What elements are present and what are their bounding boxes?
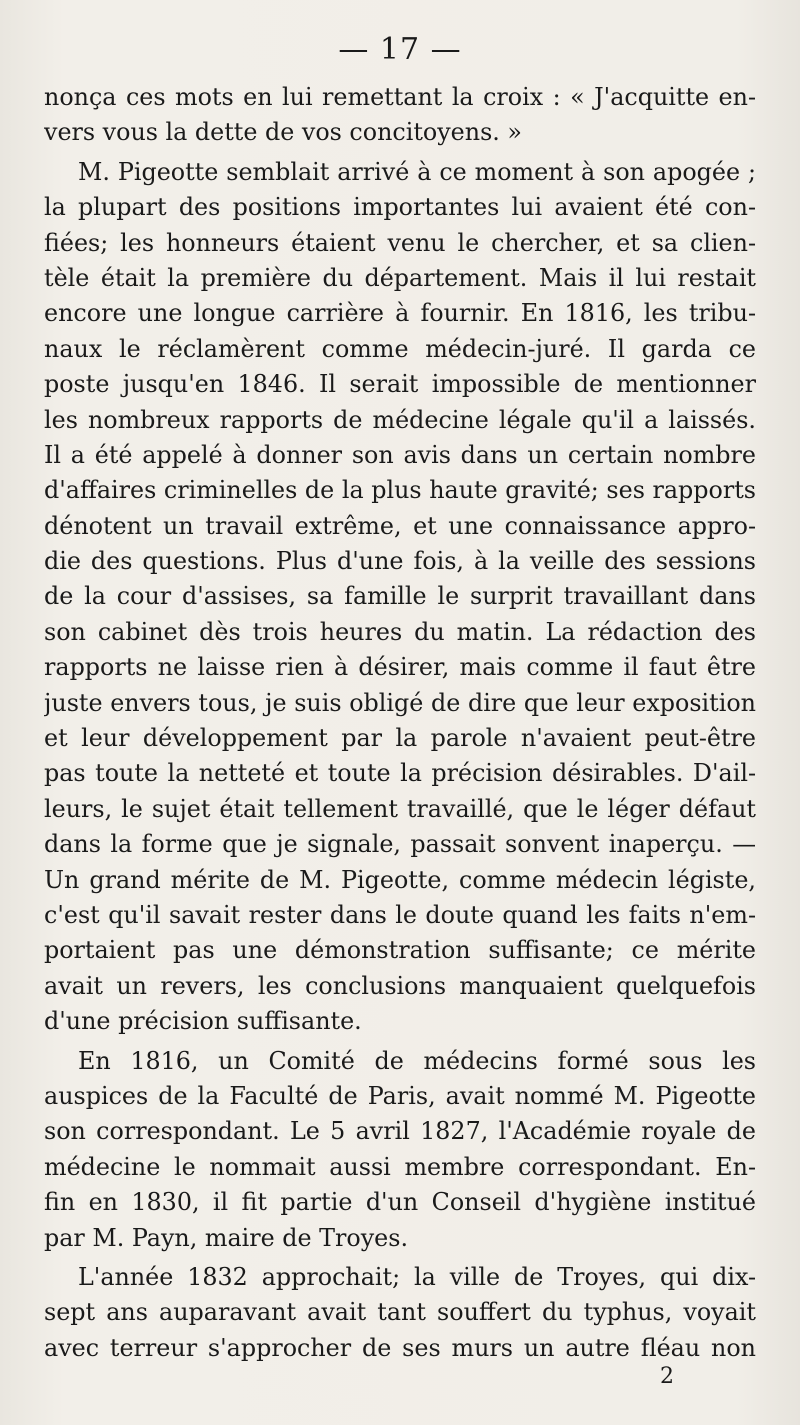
text-line: tèle était la première du département. Mais il lui restait	[44, 263, 756, 292]
text-line: dénotent un travail extrême, et une connaissance appro-	[44, 511, 756, 540]
text-line: M. Pigeotte semblait arrivé à ce moment à son apogée ;	[78, 157, 756, 186]
text-line: vers vous la dette de vos concitoyens. »	[44, 118, 522, 147]
text-line: Il a été appelé à donner son avis dans un certain nombre	[44, 440, 756, 469]
text-line: son correspondant. Le 5 avril 1827, l'Académie royale de	[44, 1117, 756, 1146]
text-line: c'est qu'il savait rester dans le doute quand les faits n'em-	[44, 900, 756, 929]
text-line: Un grand mérite de M. Pigeotte, comme médecin légiste,	[44, 865, 756, 894]
text-line: fiées; les honneurs étaient venu le chercher, et sa clien-	[44, 228, 756, 257]
text-line: médecine le nommait aussi membre correspondant. En-	[44, 1152, 756, 1181]
text-line: En 1816, un Comité de médecins formé sous les	[78, 1046, 756, 1075]
text-line: juste envers tous, je suis obligé de dire que leur exposition	[44, 688, 756, 717]
text-line: pas toute la netteté et toute la précision désirables. D'ail-	[44, 759, 756, 788]
text-line: d'affaires criminelles de la plus haute gravité; ses rapports	[44, 476, 756, 505]
text-line: sept ans auparavant avait tant souffert du typhus, voyait	[44, 1298, 756, 1327]
paragraph	[44, 80, 756, 151]
text-line: poste jusqu'en 1846. Il serait impossible de mentionner	[44, 370, 756, 399]
paragraph	[44, 1260, 756, 1366]
text-line: leurs, le sujet était tellement travaillé, que le léger défaut	[44, 794, 756, 823]
text-line: son cabinet dès trois heures du matin. La rédaction des	[44, 617, 756, 646]
text-line: portaient pas une démonstration suffisante; ce mérite	[44, 936, 756, 965]
text-line: L'année 1832 approchait; la ville de Troyes, qui dix-	[78, 1262, 756, 1291]
paragraph	[44, 1044, 756, 1256]
text-line: avait un revers, les conclusions manquaient quelquefois	[44, 971, 756, 1000]
text-line: encore une longue carrière à fournir. En 1816, les tribu-	[44, 299, 756, 328]
text-line: avec terreur s'approcher de ses murs un autre fléau non	[44, 1333, 756, 1362]
text-line: naux le réclamèrent comme médecin-juré. Il garda ce	[44, 334, 756, 363]
text-line: les nombreux rapports de médecine légale qu'il a laissés.	[44, 405, 756, 434]
text-line: par M. Payn, maire de Troyes.	[44, 1223, 409, 1252]
text-line: fin en 1830, il fit partie d'un Conseil d'hygiène institué	[44, 1188, 756, 1217]
text-line: auspices de la Faculté de Paris, avait nommé M. Pigeotte	[44, 1081, 756, 1110]
text-line: rapports ne laisse rien à désirer, mais comme il faut être	[44, 653, 756, 682]
body-text	[44, 80, 756, 1366]
page-number-header: — 17 —	[338, 32, 462, 67]
text-line: dans la forme que je signale, passait sonvent inaperçu. —	[44, 830, 756, 859]
text-line: de la cour d'assises, sa famille le surprit travaillant dans	[44, 582, 756, 611]
text-line: die des questions. Plus d'une fois, à la veille des sessions	[44, 547, 756, 576]
text-line: d'une précision suffisante.	[44, 1007, 362, 1036]
text-line: la plupart des positions importantes lui avaient été con-	[44, 193, 756, 222]
paragraph	[44, 155, 756, 1040]
signature-mark: 2	[660, 1364, 674, 1389]
text-line: et leur développement par la parole n'avaient peut-être	[44, 724, 756, 753]
text-line: nonça ces mots en lui remettant la croix : « J'acquitte en-	[44, 83, 756, 111]
